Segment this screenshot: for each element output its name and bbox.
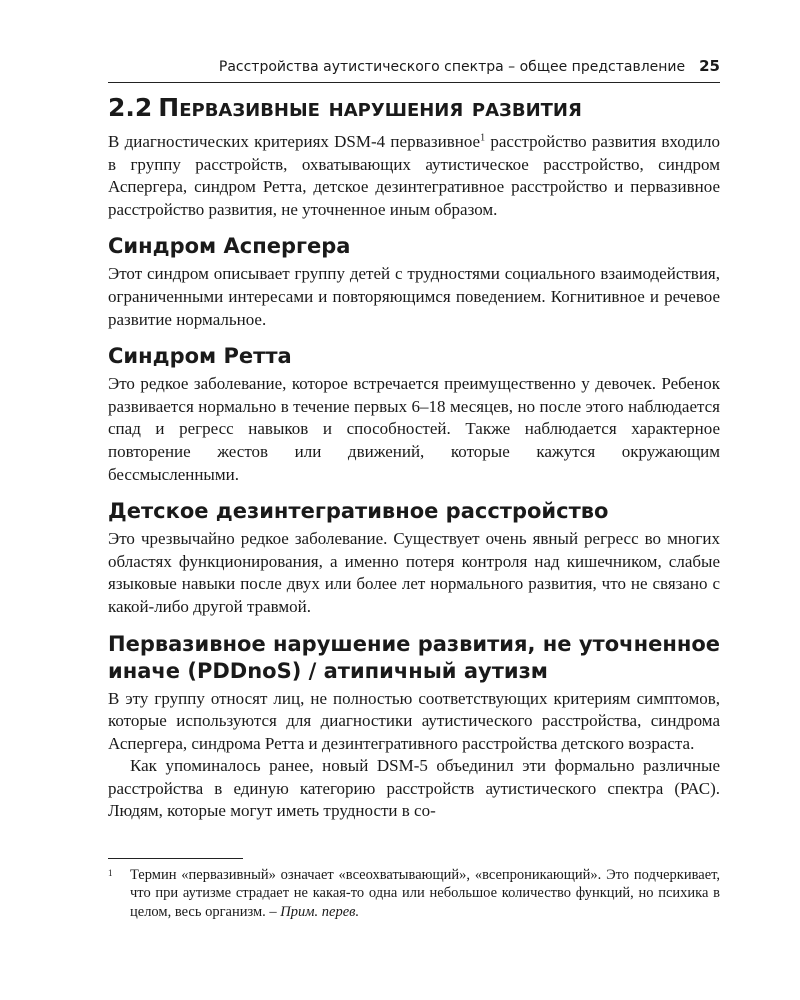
running-title: Расстройства аутистического спектра – общее представление (218, 59, 686, 75)
intro-text-1: В диагностических критериях DSM-4 первазивное (108, 132, 481, 151)
page-number: 25 (699, 57, 720, 75)
paragraph-asperger: Этот синдром описывает группу детей с трудностями социального взаимодействия, ограниченными интересами и повторяющимся поведением. Когнитивное и речевое развитие нормальное. (108, 264, 720, 329)
subsection-heading-rett: Синдром Ретта (108, 344, 292, 369)
intro-text-2: расстройство развития входило в группу расстройств, охватывающих аутистическое расстройство, синдром Аспергера, синдром Ретта, детское дезинтегративное расстройство и первазивное расстройство развития, не уточненное иным образом. (108, 132, 721, 219)
page-body (108, 93, 720, 823)
running-header (108, 57, 720, 75)
subsection-heading-pddnos: Первазивное нарушение развития, не уточненное иначе (PDDnoS) / атипичный аутизм (108, 631, 721, 683)
paragraph-pddnos-1: В эту группу относят лиц, не полностью соответствующих критериям симптомов, которые используются для диагностики аутистического расстройства, синдрома Аспергера, синдрома Ретта и дезинтегративного расстройства детского возраста. (108, 688, 720, 753)
footnote-text (130, 866, 720, 921)
footnote (108, 866, 720, 921)
header-rule (108, 82, 720, 83)
section-number: 2.2 (108, 93, 153, 122)
footnote-mark: 1 (108, 868, 113, 878)
footnote-attribution: Прим. перев. (280, 903, 360, 920)
paragraph-pddnos-2: Как упоминалось ранее, новый DSM-5 объединил эти формально различные расстройства в единую категорию расстройств аутистического спектра (РАС). Людям, которые могут иметь трудности в со- (108, 756, 720, 821)
paragraph-rett: Это редкое заболевание, которое встречается преимущественно у девочек. Ребенок развивается нормально в течение первых 6–18 месяцев, но после этого наблюдается спад и регресс навыков и способностей. Также наблюдается характерное повторение жестов или движений, которые кажутся окружающим бессмысленными. (108, 374, 720, 484)
subsection-heading-asperger: Синдром Аспергера (108, 234, 351, 259)
paragraph-cdd: Это чрезвычайно редкое заболевание. Существует очень явный регресс во многих областях функционирования, а именно потеря контроля над кишечником, слабые языковые навыки после двух или более лет нормального развития, что не связано с какой-либо другой травмой. (108, 529, 720, 616)
section-title: Первазивные нарушения развития (158, 93, 582, 122)
intro-paragraph (108, 131, 720, 221)
footnote-body: Термин «первазивный» означает «всеохватывающий», «всепроникающий». Это подчеркивает, что при аутизме страдает не какая-то одна или небольшое количество функций, но психика в целом, весь организм. – (130, 867, 720, 920)
footnote-reference: 1 (480, 132, 486, 144)
subsection-heading-cdd: Детское дезинтегративное расстройство (108, 499, 609, 524)
section-heading (108, 93, 720, 123)
footnote-rule (108, 858, 243, 859)
